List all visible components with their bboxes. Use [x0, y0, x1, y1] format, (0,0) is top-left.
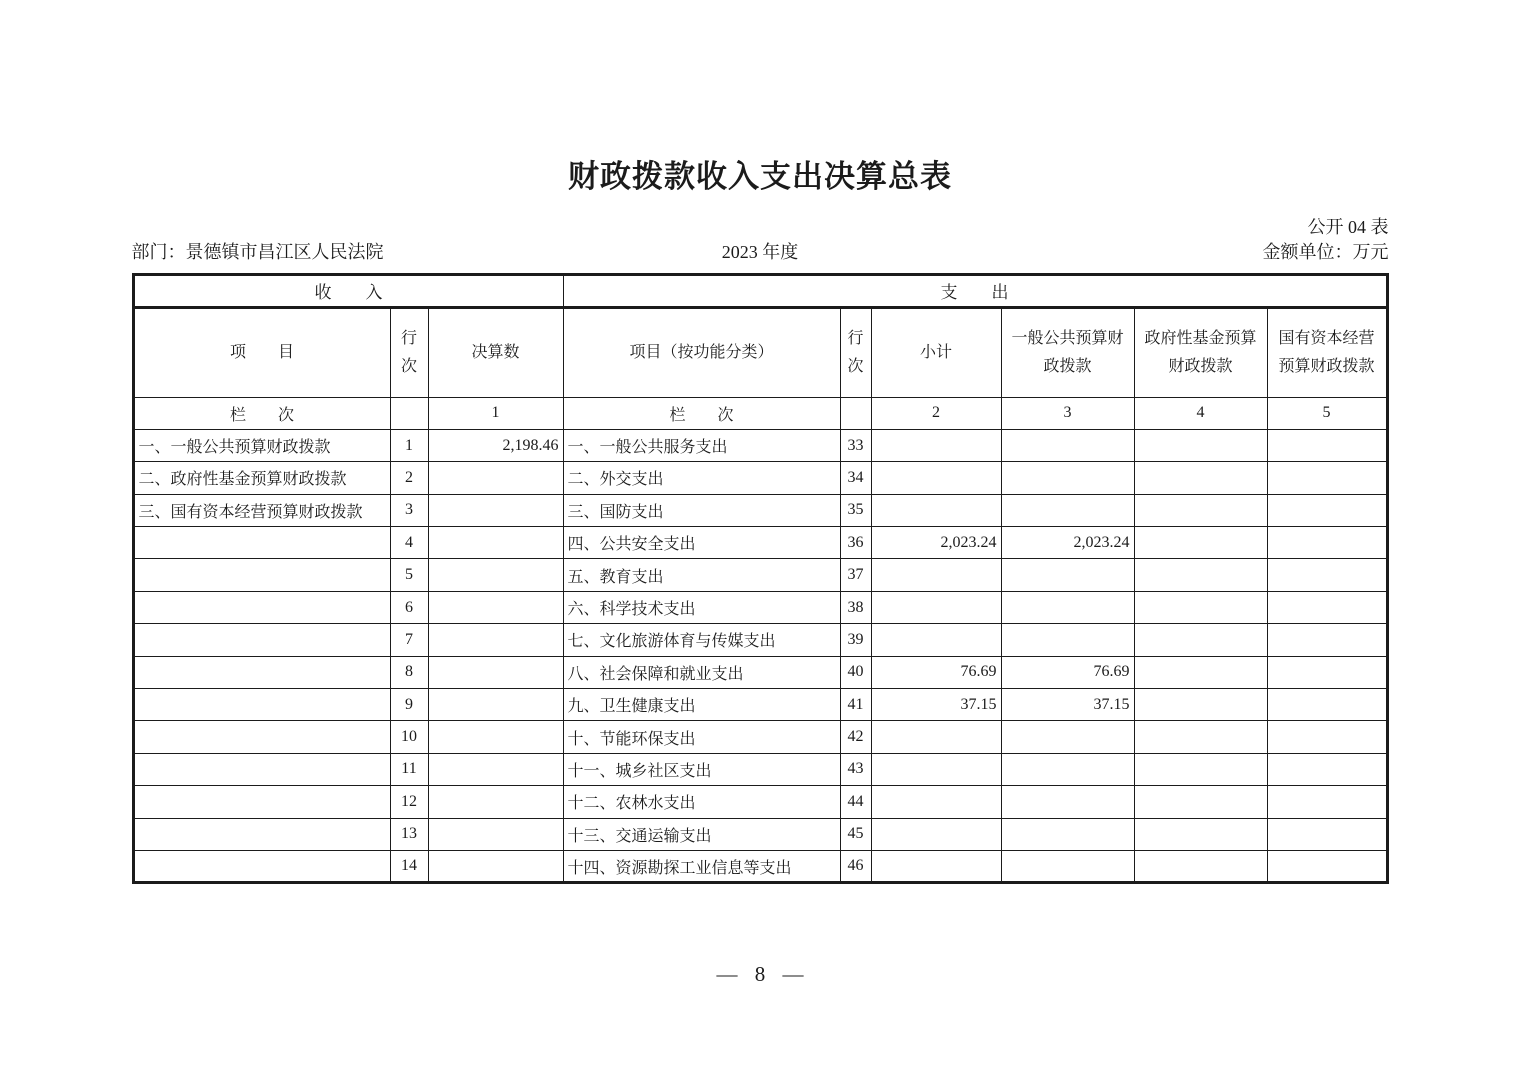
header-gov-fund-budget: 政府性基金预算财政拨款: [1134, 307, 1267, 397]
expense-general-cell: [1001, 494, 1134, 526]
index-capital: 5: [1267, 397, 1387, 429]
expense-row-no-cell: 34: [840, 462, 871, 494]
expense-subtotal-cell: 76.69: [871, 656, 1001, 688]
table-row: [133, 721, 1387, 753]
expense-fund-cell: [1134, 527, 1267, 559]
expense-capital-cell: [1267, 591, 1387, 623]
expense-item-cell: 九、卫生健康支出: [563, 689, 840, 721]
expense-item-cell: 七、文化旅游体育与传媒支出: [563, 624, 840, 656]
table-row: [133, 624, 1387, 656]
income-item-cell: [133, 624, 390, 656]
expense-row-no-cell: 46: [840, 850, 871, 882]
expense-capital-cell: [1267, 624, 1387, 656]
expense-row-no-cell: 43: [840, 753, 871, 785]
income-row-no-cell: 14: [390, 850, 428, 882]
expense-item-cell: 十三、交通运输支出: [563, 818, 840, 850]
expense-fund-cell: [1134, 850, 1267, 882]
income-row-no-cell: 4: [390, 527, 428, 559]
expense-capital-cell: [1267, 527, 1387, 559]
expense-item-cell: 三、国防支出: [563, 494, 840, 526]
expense-general-cell: [1001, 429, 1134, 461]
expense-fund-cell: [1134, 559, 1267, 591]
expense-subtotal-cell: [871, 624, 1001, 656]
income-row-no-cell: 1: [390, 429, 428, 461]
income-row-no-cell: 3: [390, 494, 428, 526]
table-row: [133, 850, 1387, 882]
table-row: [133, 656, 1387, 688]
expense-general-cell: [1001, 786, 1134, 818]
income-item-cell: [133, 559, 390, 591]
expense-item-cell: 四、公共安全支出: [563, 527, 840, 559]
expense-capital-cell: [1267, 753, 1387, 785]
expense-subtotal-cell: [871, 818, 1001, 850]
expense-general-cell: 37.15: [1001, 689, 1134, 721]
income-row-no-cell: 11: [390, 753, 428, 785]
amount-unit-label: 金额单位：万元: [1262, 242, 1389, 263]
index-expense-row-no: [840, 397, 871, 429]
income-item-cell: [133, 786, 390, 818]
expense-item-cell: 十四、资源勘探工业信息等支出: [563, 850, 840, 882]
expense-section-header: 支 出: [563, 274, 1387, 307]
income-amount-cell: [428, 462, 563, 494]
expense-fund-cell: [1134, 753, 1267, 785]
expense-capital-cell: [1267, 494, 1387, 526]
index-subtotal: 2: [871, 397, 1001, 429]
expense-row-no-cell: 42: [840, 721, 871, 753]
expense-capital-cell: [1267, 656, 1387, 688]
income-item-cell: 二、政府性基金预算财政拨款: [133, 462, 390, 494]
expense-row-no-cell: 45: [840, 818, 871, 850]
expense-subtotal-cell: 2,023.24: [871, 527, 1001, 559]
expense-general-cell: 2,023.24: [1001, 527, 1134, 559]
income-amount-cell: [428, 721, 563, 753]
income-amount-cell: [428, 559, 563, 591]
index-expense-label: 栏 次: [563, 397, 840, 429]
expense-subtotal-cell: [871, 429, 1001, 461]
expense-subtotal-cell: [871, 462, 1001, 494]
expense-row-no-cell: 40: [840, 656, 871, 688]
expense-capital-cell: [1267, 689, 1387, 721]
expense-item-cell: 一、一般公共服务支出: [563, 429, 840, 461]
info-line: [132, 241, 1389, 264]
expense-item-cell: 十二、农林水支出: [563, 786, 840, 818]
income-amount-cell: [428, 494, 563, 526]
expense-fund-cell: [1134, 786, 1267, 818]
expense-fund-cell: [1134, 689, 1267, 721]
income-amount-cell: [428, 786, 563, 818]
expense-fund-cell: [1134, 429, 1267, 461]
table-row: [133, 786, 1387, 818]
expense-subtotal-cell: [871, 559, 1001, 591]
expense-row-no-cell: 35: [840, 494, 871, 526]
header-general-public-budget: 一般公共预算财政拨款: [1001, 307, 1134, 397]
expense-fund-cell: [1134, 624, 1267, 656]
expense-subtotal-cell: [871, 721, 1001, 753]
header-expense-item: 项目（按功能分类）: [563, 307, 840, 397]
income-amount-cell: [428, 753, 563, 785]
index-income-label: 栏 次: [133, 397, 390, 429]
expense-general-cell: [1001, 753, 1134, 785]
expense-row-no-cell: 38: [840, 591, 871, 623]
expense-general-cell: [1001, 624, 1134, 656]
table-row: [133, 753, 1387, 785]
table-row: [133, 494, 1387, 526]
expense-row-no-cell: 37: [840, 559, 871, 591]
table-row: [133, 818, 1387, 850]
expense-item-cell: 五、教育支出: [563, 559, 840, 591]
income-item-cell: 三、国有资本经营预算财政拨款: [133, 494, 390, 526]
expense-item-cell: 十、节能环保支出: [563, 721, 840, 753]
expense-row-no-cell: 39: [840, 624, 871, 656]
expense-fund-cell: [1134, 494, 1267, 526]
expense-general-cell: [1001, 721, 1134, 753]
page-content: [132, 216, 1389, 987]
header-income-amount: 决算数: [428, 307, 563, 397]
expense-fund-cell: [1134, 818, 1267, 850]
income-item-cell: [133, 850, 390, 882]
income-row-no-cell: 10: [390, 721, 428, 753]
expense-general-cell: [1001, 818, 1134, 850]
expense-fund-cell: [1134, 721, 1267, 753]
income-amount-cell: [428, 591, 563, 623]
expense-capital-cell: [1267, 786, 1387, 818]
table-row: [133, 429, 1387, 461]
expense-row-no-cell: 33: [840, 429, 871, 461]
expense-general-cell: [1001, 850, 1134, 882]
column-header-row: [133, 307, 1387, 397]
index-income-amount: 1: [428, 397, 563, 429]
expense-row-no-cell: 44: [840, 786, 871, 818]
income-row-no-cell: 2: [390, 462, 428, 494]
index-income-row-no: [390, 397, 428, 429]
income-amount-cell: [428, 689, 563, 721]
income-item-cell: 一、一般公共预算财政拨款: [133, 429, 390, 461]
income-row-no-cell: 6: [390, 591, 428, 623]
income-item-cell: [133, 818, 390, 850]
income-amount-cell: [428, 850, 563, 882]
expense-general-cell: [1001, 462, 1134, 494]
income-row-no-cell: 7: [390, 624, 428, 656]
expense-capital-cell: [1267, 818, 1387, 850]
expense-general-cell: 76.69: [1001, 656, 1134, 688]
expense-item-cell: 八、社会保障和就业支出: [563, 656, 840, 688]
expense-capital-cell: [1267, 559, 1387, 591]
expense-general-cell: [1001, 559, 1134, 591]
table-row: [133, 559, 1387, 591]
header-income-item: 项 目: [133, 307, 390, 397]
income-row-no-cell: 5: [390, 559, 428, 591]
expense-subtotal-cell: [871, 494, 1001, 526]
page-number: — 8 —: [716, 962, 804, 987]
income-row-no-cell: 13: [390, 818, 428, 850]
expense-item-cell: 二、外交支出: [563, 462, 840, 494]
table-row: [133, 689, 1387, 721]
income-amount-cell: [428, 656, 563, 688]
department-label: 部门：景德镇市昌江区人民法院: [131, 242, 384, 263]
fiscal-year-label: 2023 年度: [721, 242, 799, 263]
income-item-cell: [133, 689, 390, 721]
income-item-cell: [133, 527, 390, 559]
expense-item-cell: 十一、城乡社区支出: [563, 753, 840, 785]
expense-fund-cell: [1134, 656, 1267, 688]
income-item-cell: [133, 753, 390, 785]
column-index-row: [133, 397, 1387, 429]
table-row: [133, 462, 1387, 494]
expense-fund-cell: [1134, 591, 1267, 623]
income-amount-cell: 2,198.46: [428, 429, 563, 461]
expense-item-cell: 六、科学技术支出: [563, 591, 840, 623]
expense-row-no-cell: 41: [840, 689, 871, 721]
header-income-row-no: 行次: [390, 307, 428, 397]
income-row-no-cell: 9: [390, 689, 428, 721]
expense-capital-cell: [1267, 462, 1387, 494]
expense-row-no-cell: 36: [840, 527, 871, 559]
expense-subtotal-cell: 37.15: [871, 689, 1001, 721]
expense-capital-cell: [1267, 850, 1387, 882]
expense-capital-cell: [1267, 429, 1387, 461]
expense-general-cell: [1001, 591, 1134, 623]
header-state-capital-budget: 国有资本经营预算财政拨款: [1267, 307, 1387, 397]
fiscal-summary-table: [132, 273, 1389, 884]
income-row-no-cell: 8: [390, 656, 428, 688]
income-row-no-cell: 12: [390, 786, 428, 818]
table-row: [133, 527, 1387, 559]
income-amount-cell: [428, 624, 563, 656]
table-code: 公开 04 表: [1307, 217, 1389, 238]
index-fund: 4: [1134, 397, 1267, 429]
header-expense-row-no: 行次: [840, 307, 871, 397]
income-amount-cell: [428, 527, 563, 559]
income-item-cell: [133, 656, 390, 688]
income-amount-cell: [428, 818, 563, 850]
section-header-row: [133, 274, 1387, 307]
income-item-cell: [133, 591, 390, 623]
expense-subtotal-cell: [871, 753, 1001, 785]
header-subtotal: 小计: [871, 307, 1001, 397]
expense-capital-cell: [1267, 721, 1387, 753]
expense-subtotal-cell: [871, 850, 1001, 882]
index-general: 3: [1001, 397, 1134, 429]
expense-subtotal-cell: [871, 591, 1001, 623]
expense-fund-cell: [1134, 462, 1267, 494]
income-item-cell: [133, 721, 390, 753]
income-section-header: 收 入: [133, 274, 563, 307]
table-row: [133, 591, 1387, 623]
page-title: 财政拨款收入支出决算总表: [568, 159, 952, 194]
expense-subtotal-cell: [871, 786, 1001, 818]
